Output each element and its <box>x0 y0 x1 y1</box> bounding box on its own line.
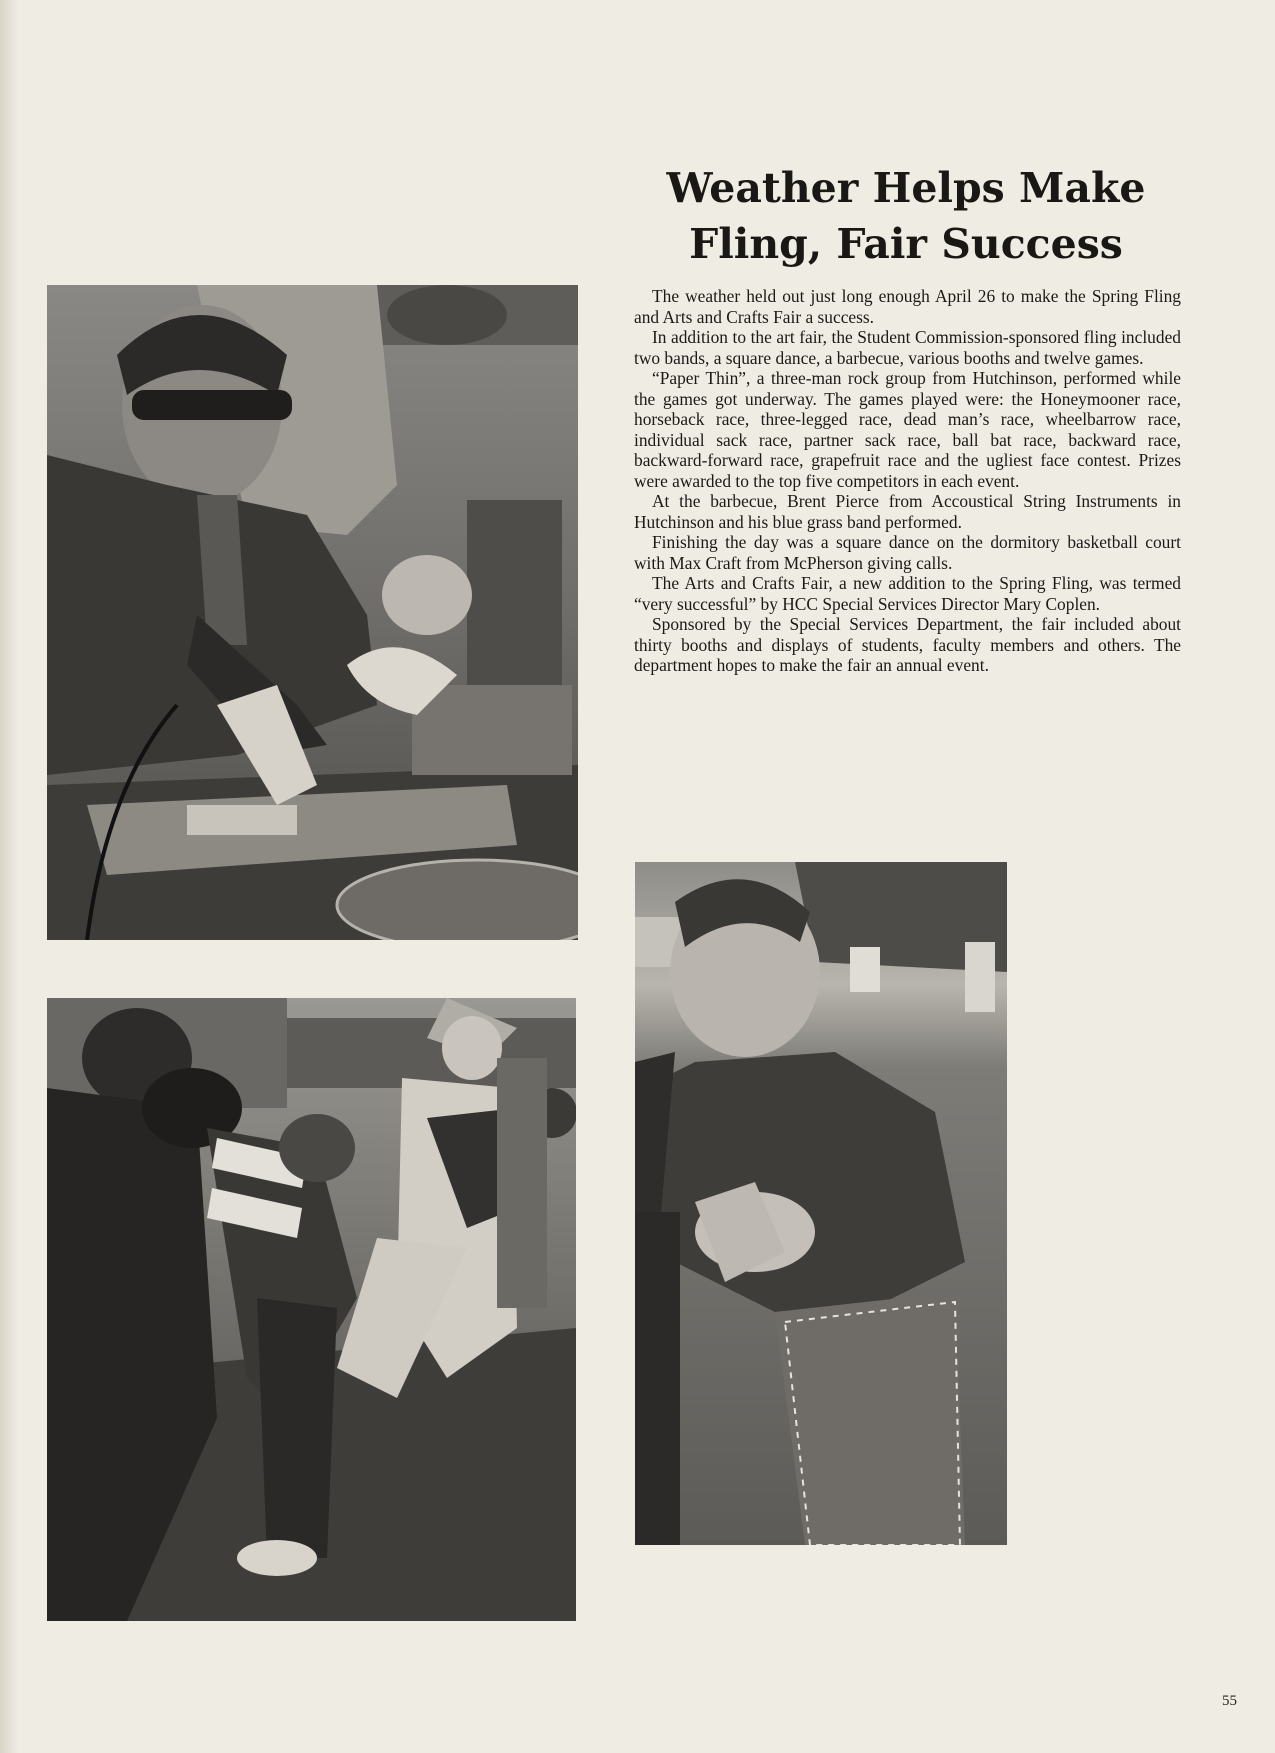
page-number: 55 <box>1222 1693 1237 1709</box>
article-paragraph: The weather held out just long enough April 26 to make the Spring Fling and Arts and Crafts Fair a success. <box>634 286 1181 327</box>
article-paragraph: At the barbecue, Brent Pierce from Accoustical String Instruments in Hutchinson and his blue grass band performed. <box>634 491 1181 532</box>
photo-piggyback-race <box>47 998 576 1621</box>
photo-craftsman-stained-glass <box>47 285 578 940</box>
page-binding-shadow <box>0 0 18 1753</box>
article-paragraph: The Arts and Crafts Fair, a new addition to the Spring Fling, was termed “very successful” by HCC Special Services Director Mary Coplen. <box>634 573 1181 614</box>
article-paragraph: “Paper Thin”, a three-man rock group from Hutchinson, performed while the games got underway. The games played were: the Honeymooner race, horseback race, three-legged race, dead man’s race, wheelbarrow race, individual sack race, partner sack race, ball bat race, backward race, backward-forward race, grapefruit race and the ugliest face contest. Prizes were awarded to the top five competitors in each event. <box>634 368 1181 491</box>
article-paragraph: Finishing the day was a square dance on the dormitory basketball court with Max Craft from McPherson giving calls. <box>634 532 1181 573</box>
article-paragraph: In addition to the art fair, the Student Commission-sponsored fling included two bands, a square dance, a barbecue, various booths and twelve games. <box>634 327 1181 368</box>
article-body <box>634 286 1181 676</box>
headline-line-1: Weather Helps Make <box>666 164 1146 212</box>
photo-coach-gesturing <box>635 862 1007 1545</box>
article-headline <box>636 160 1176 272</box>
article-paragraph: Sponsored by the Special Services Department, the fair included about thirty booths and displays of students, faculty members and others. The department hopes to make the fair an annual event. <box>634 614 1181 675</box>
headline-line-2: Fling, Fair Success <box>689 220 1123 268</box>
